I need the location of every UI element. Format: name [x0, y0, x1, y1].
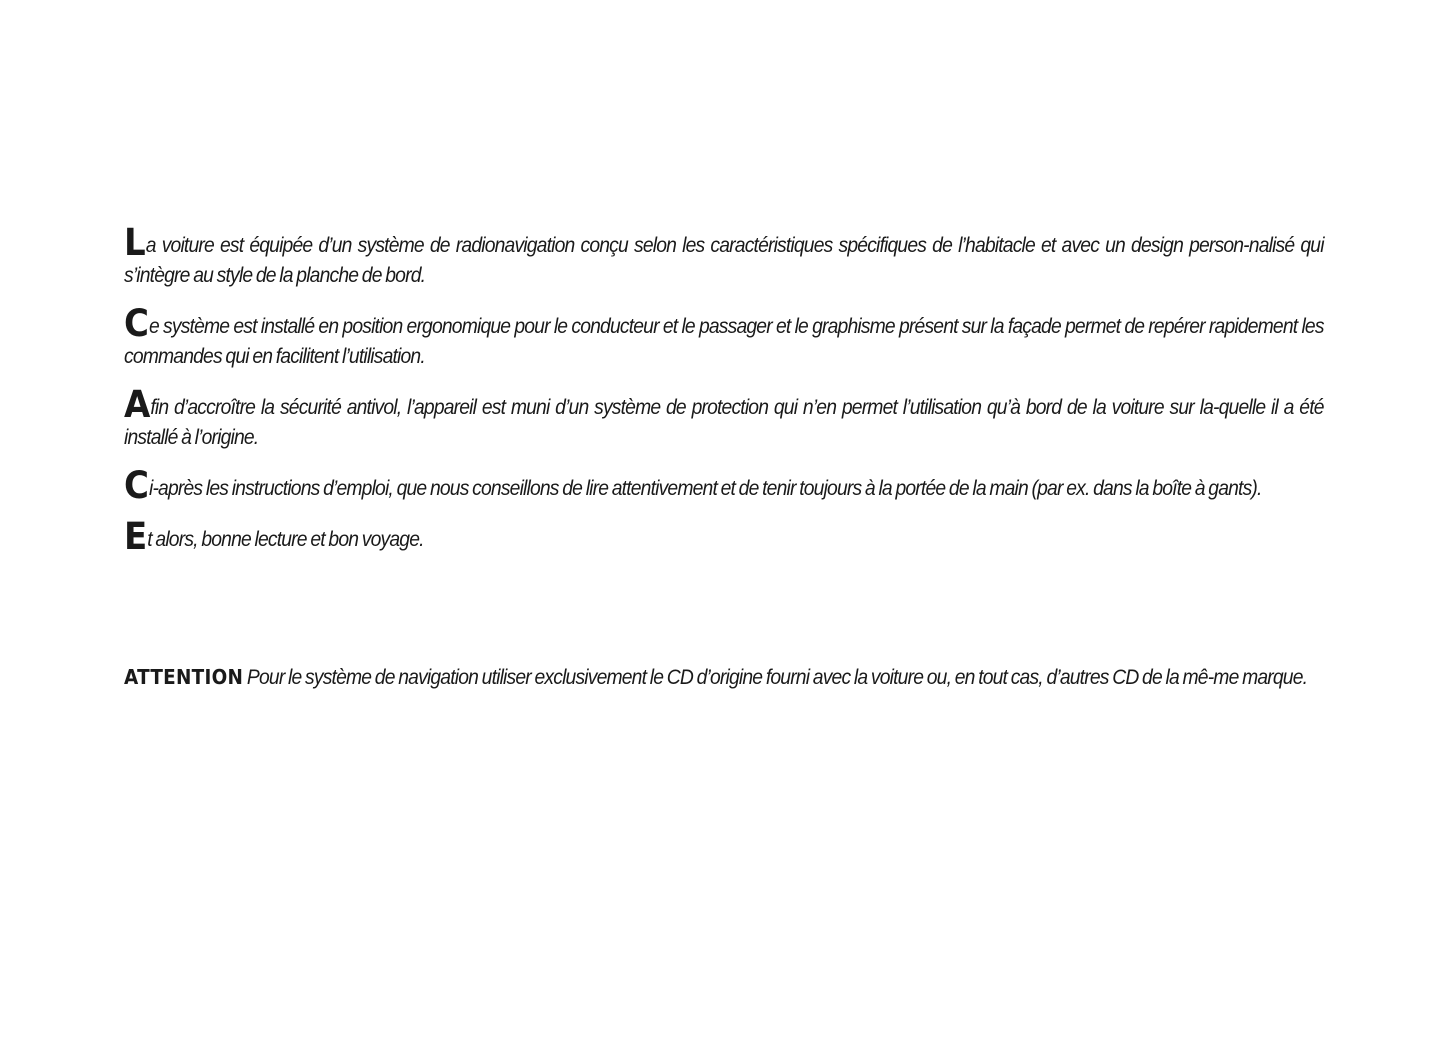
drop-cap: L: [124, 221, 145, 264]
drop-cap: E: [124, 515, 147, 558]
intro-paragraph-4: [124, 464, 1324, 507]
attention-paragraph: [124, 662, 1324, 693]
drop-cap: A: [124, 383, 150, 426]
paragraph-text: fin d’accroître la sécurité antivol, l’appareil est muni d’un système de protection qui n’en permet l’utilisation qu’à bord de la voiture sur la-quelle il a été installé à l’origine.: [124, 396, 1324, 449]
attention-note: [124, 662, 1324, 693]
intro-paragraph-3: [124, 383, 1324, 453]
attention-label: ATTENTION: [124, 665, 244, 689]
paragraph-text: t alors, bonne lecture et bon voyage.: [147, 528, 424, 551]
intro-paragraph-1: [124, 221, 1324, 291]
paragraph-text: a voiture est équipée d’un système de radionavigation conçu selon les caractéristiques spécifiques de l’habitacle et avec un design person-nalisé qui s’intègre au style de la planche de bord.: [124, 234, 1324, 287]
drop-cap: C: [124, 302, 149, 345]
intro-text-block: [124, 221, 1324, 575]
paragraph-text: e système est installé en position ergonomique pour le conducteur et le passager et le graphisme présent sur la façade permet de repérer rapidement les commandes qui en facilitent l’utilisation.: [124, 315, 1324, 368]
intro-paragraph-5: [124, 515, 1324, 558]
intro-paragraph-2: [124, 302, 1324, 372]
paragraph-text: i-après les instructions d’emploi, que nous conseillons de lire attentivement et de tenir toujours à la portée de la main (par ex. dans la boîte à gants).: [148, 477, 1262, 500]
attention-text: Pour le système de navigation utiliser exclusivement le CD d’origine fourni avec la voiture ou, en tout cas, d’autres CD de la mê-me marque.: [246, 666, 1308, 689]
drop-cap: C: [124, 464, 149, 507]
